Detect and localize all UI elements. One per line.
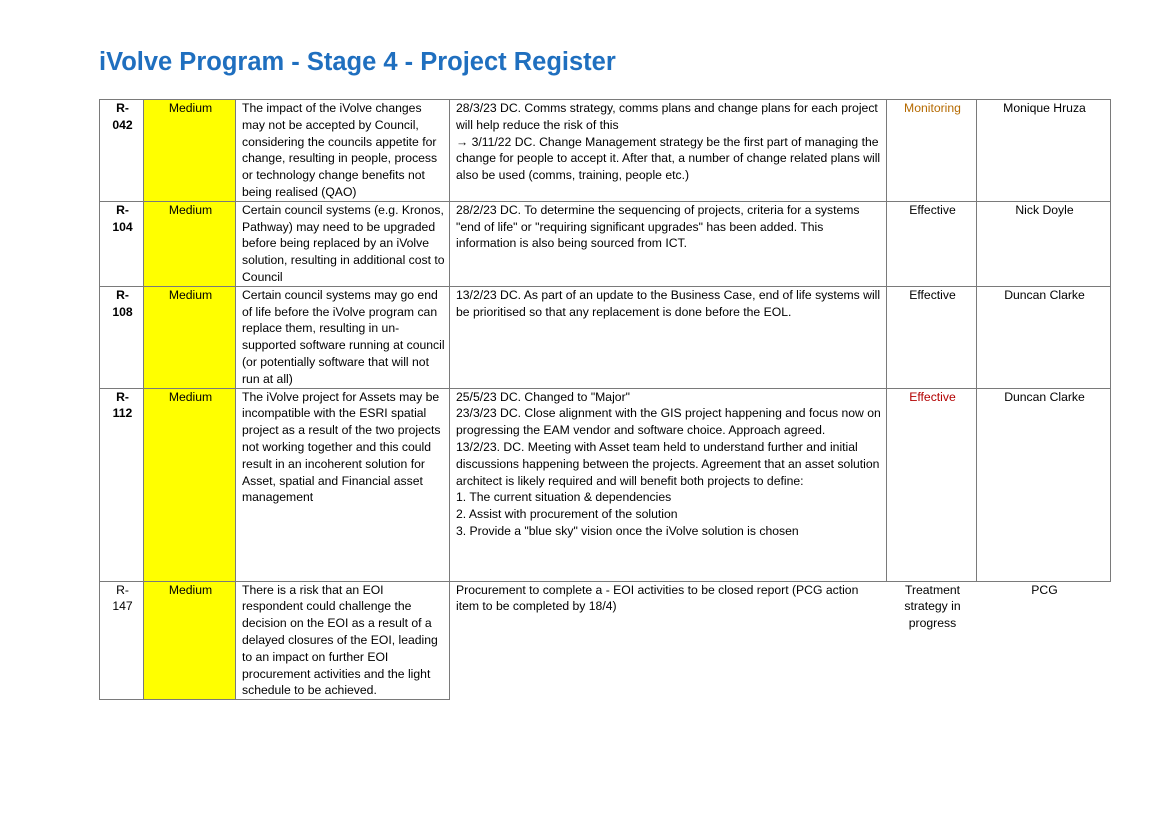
risk-description: Certain council systems may go end of life before the iVolve program can replace them, resulting in un-supported software running at council (or potentially software that will not run at all) xyxy=(236,286,450,388)
table-row xyxy=(100,286,1111,388)
risk-description: Certain council systems (e.g. Kronos, Pathway) may need to be upgraded before being replaced by an iVolve solution, resulting in additional cost to Council xyxy=(236,201,450,286)
treatment-notes xyxy=(450,581,887,700)
treatment-note: 28/2/23 DC. To determine the sequencing of projects, criteria for a systems "end of life" or "requiring significant upgrades" has been added. This information is also being sourced from ICT. xyxy=(456,202,860,251)
treatment-note: 2. Assist with procurement of the solution xyxy=(456,507,678,522)
risk-rating: Medium xyxy=(144,581,236,700)
risk-owner: Monique Hruza xyxy=(977,100,1111,202)
risk-status: Effective xyxy=(887,201,977,286)
risk-id: R- 108 xyxy=(100,286,144,388)
risk-owner: Duncan Clarke xyxy=(977,388,1111,581)
risk-id: R- 104 xyxy=(100,201,144,286)
treatment-note: 13/2/23. DC. Meeting with Asset team held to understand further and initial discussions happening between the projects. Agreement that an asset solution architect is likely required and will benefit both projects to define: xyxy=(456,439,880,488)
risk-id: R- 042 xyxy=(100,100,144,202)
risk-status: Effective xyxy=(887,286,977,388)
table-row xyxy=(100,100,1111,202)
treatment-notes xyxy=(450,100,887,202)
risk-rating: Medium xyxy=(144,100,236,202)
risk-status: Treatment strategy in progress xyxy=(887,581,977,700)
treatment-note: 3. Provide a "blue sky" vision once the iVolve solution is chosen xyxy=(456,523,799,538)
page-title: iVolve Program - Stage 4 - Project Register xyxy=(99,48,616,76)
table-row xyxy=(100,388,1111,581)
treatment-note: Procurement to complete a - EOI activities to be closed report (PCG action item to be completed by 18/4) xyxy=(456,582,859,614)
risk-description: The iVolve project for Assets may be incompatible with the ESRI spatial project as a result of the two projects not working together and this could result in an incoherent solution for Asset, spatial and Financial asset management xyxy=(236,388,450,581)
treatment-notes xyxy=(450,388,887,581)
table-row xyxy=(100,201,1111,286)
risk-owner: PCG xyxy=(977,581,1111,700)
risk-rating: Medium xyxy=(144,388,236,581)
treatment-notes xyxy=(450,201,887,286)
risk-status: Effective xyxy=(887,388,977,581)
treatment-note: 25/5/23 DC. Changed to "Major" xyxy=(456,389,630,404)
treatment-note: → 3/11/22 DC. Change Management strategy be the first part of managing the change for people to accept it. After that, a number of change related plans will also be used (comms, training, people etc.) xyxy=(456,134,881,183)
treatment-note: 23/3/23 DC. Close alignment with the GIS project happening and focus now on progressing the EAM vendor and software choice. Approach agreed. xyxy=(456,406,881,438)
risk-id: R- 112 xyxy=(100,388,144,581)
risk-description: The impact of the iVolve changes may not be accepted by Council, considering the councils appetite for change, resulting in people, process or technology change benefits not being realised (QAO) xyxy=(236,100,450,202)
risk-id: R- 147 xyxy=(100,581,144,700)
risk-owner: Duncan Clarke xyxy=(977,286,1111,388)
risk-description: There is a risk that an EOI respondent could challenge the decision on the EOI as a result of a delayed closures of the EOI, leading to an impact on further EOI procurement activities and the light schedule to be achieved. xyxy=(236,581,450,700)
risk-rating: Medium xyxy=(144,201,236,286)
treatment-notes xyxy=(450,286,887,388)
risk-status: Monitoring xyxy=(887,100,977,202)
risk-owner: Nick Doyle xyxy=(977,201,1111,286)
treatment-note: 13/2/23 DC. As part of an update to the Business Case, end of life systems will be prioritised so that any replacement is done before the EOL. xyxy=(456,287,881,319)
table-row xyxy=(100,581,1111,700)
risk-rating: Medium xyxy=(144,286,236,388)
treatment-note: 28/3/23 DC. Comms strategy, comms plans and change plans for each project will help reduce the risk of this xyxy=(456,101,878,132)
project-register-table xyxy=(99,99,1111,700)
treatment-note: 1. The current situation & dependencies xyxy=(456,490,672,505)
